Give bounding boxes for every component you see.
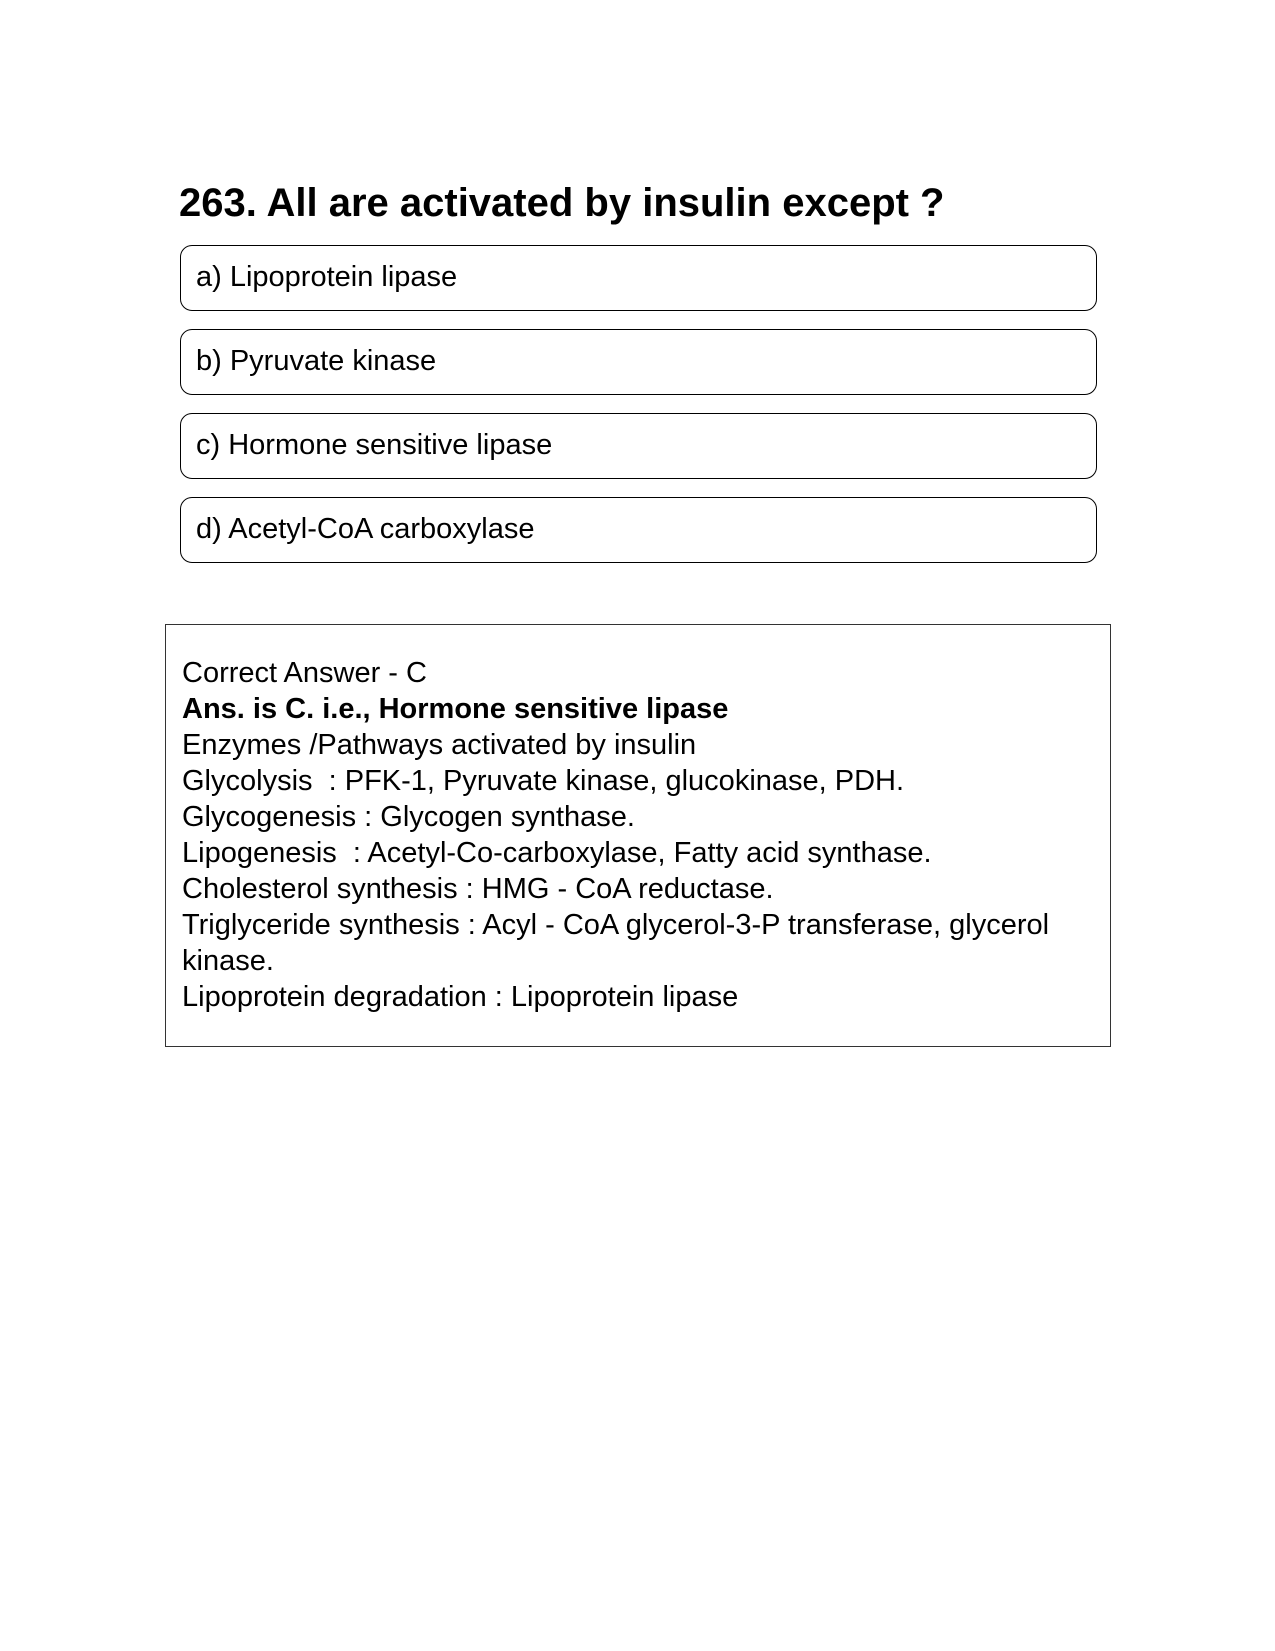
explanation-triglyceride: Triglyceride synthesis : Acyl - CoA glycerol-3-P transferase, glycerol kinase.: [182, 909, 1058, 977]
option-b[interactable]: b) Pyruvate kinase: [180, 329, 1097, 395]
explanation-lipoprotein: Lipoprotein degradation : Lipoprotein lipase: [182, 981, 739, 1013]
explanation-glycogenesis: Glycogenesis : Glycogen synthase.: [182, 801, 635, 833]
question-title: 263. All are activated by insulin except ?: [179, 181, 945, 225]
answer-statement: Ans. is C. i.e., Hormone sensitive lipase: [182, 693, 729, 725]
explanation-lipogenesis: Lipogenesis : Acetyl-Co-carboxylase, Fatty acid synthase.: [182, 837, 932, 869]
explanation-cholesterol: Cholesterol synthesis : HMG - CoA reductase.: [182, 873, 774, 905]
explanation-glycolysis: Glycolysis : PFK-1, Pyruvate kinase, glucokinase, PDH.: [182, 765, 905, 797]
option-d[interactable]: d) Acetyl-CoA carboxylase: [180, 497, 1097, 563]
answer-explanation-box: [165, 624, 1111, 1047]
option-a[interactable]: a) Lipoprotein lipase: [180, 245, 1097, 311]
option-c[interactable]: c) Hormone sensitive lipase: [180, 413, 1097, 479]
correct-answer-label: Correct Answer - C: [182, 657, 427, 689]
explanation-intro: Enzymes /Pathways activated by insulin: [182, 729, 697, 761]
